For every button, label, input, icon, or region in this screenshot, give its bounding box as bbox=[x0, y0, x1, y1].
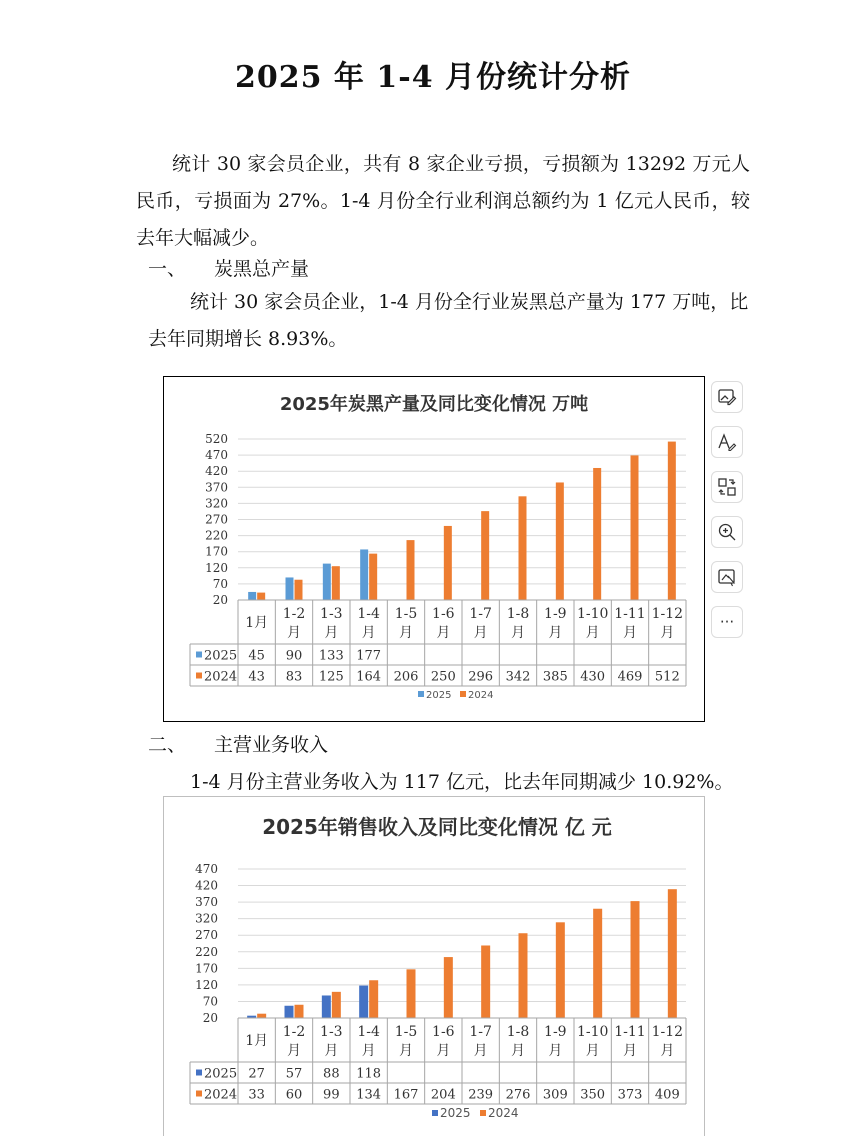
data-label: 167 bbox=[393, 1087, 419, 1103]
bar-2025-1 bbox=[248, 592, 256, 600]
bar-2024-11 bbox=[631, 901, 640, 1018]
data-label: 134 bbox=[356, 1087, 382, 1103]
x-tick-label: 月 bbox=[324, 1043, 339, 1059]
bar-2024-9 bbox=[556, 922, 565, 1018]
section1-heading bbox=[148, 254, 309, 281]
table-series-label: 2025 bbox=[204, 1066, 238, 1082]
data-label: 125 bbox=[318, 669, 344, 685]
bar-2024-2 bbox=[295, 1005, 304, 1018]
y-tick-label: 20 bbox=[202, 1011, 218, 1025]
data-label: 133 bbox=[318, 648, 344, 664]
y-tick-label: 420 bbox=[205, 464, 228, 479]
bar-2024-2 bbox=[295, 580, 303, 600]
section1-number: 一、 bbox=[148, 258, 187, 280]
y-tick-label: 20 bbox=[212, 593, 228, 607]
legend-label: 2025 bbox=[440, 1106, 471, 1120]
data-label: 177 bbox=[356, 648, 382, 664]
y-tick-label: 270 bbox=[205, 512, 228, 527]
bar-2025-4 bbox=[359, 986, 368, 1018]
legend-label: 2025 bbox=[426, 690, 452, 701]
data-label: 204 bbox=[430, 1087, 456, 1103]
bar-2025-2 bbox=[285, 1006, 294, 1018]
bar-2024-7 bbox=[481, 945, 490, 1018]
data-label: 43 bbox=[248, 669, 265, 685]
data-label: 409 bbox=[654, 1087, 680, 1103]
data-label: 512 bbox=[654, 669, 680, 685]
convert-icon[interactable] bbox=[711, 471, 743, 503]
bar-2024-3 bbox=[332, 566, 340, 600]
x-tick-label: 1月 bbox=[245, 615, 269, 631]
data-label: 60 bbox=[285, 1087, 303, 1103]
bar-2024-10 bbox=[593, 909, 602, 1018]
data-label: 90 bbox=[285, 648, 303, 664]
image-toolbar bbox=[711, 381, 745, 651]
x-tick-label: 1-9 bbox=[544, 606, 567, 622]
bar-2025-2 bbox=[286, 577, 294, 600]
x-tick-label: 月 bbox=[548, 625, 563, 641]
bar-2025-3 bbox=[323, 564, 331, 600]
bar-2025-4 bbox=[360, 549, 368, 600]
data-label: 296 bbox=[468, 669, 494, 685]
x-tick-label: 1-6 bbox=[432, 1024, 455, 1040]
x-tick-label: 月 bbox=[399, 1043, 413, 1059]
data-label: 118 bbox=[356, 1066, 382, 1082]
legend-key-2024 bbox=[480, 1110, 486, 1116]
x-tick-label: 1-5 bbox=[394, 606, 418, 622]
x-tick-label: 1月 bbox=[245, 1033, 269, 1049]
zoom-in-icon[interactable] bbox=[711, 516, 743, 548]
legend-key-2025 bbox=[418, 691, 424, 697]
data-label: 99 bbox=[323, 1087, 340, 1103]
x-tick-label: 1-4 bbox=[357, 1024, 380, 1040]
data-label: 88 bbox=[323, 1066, 340, 1082]
x-tick-label: 月 bbox=[511, 625, 525, 641]
bar-2024-11 bbox=[631, 455, 639, 600]
bar-2024-1 bbox=[257, 593, 265, 600]
x-tick-label: 1-2 bbox=[282, 1024, 306, 1040]
data-label: 206 bbox=[393, 669, 419, 685]
bar-2024-3 bbox=[332, 992, 341, 1018]
section2-title: 主营业务收入 bbox=[214, 734, 329, 756]
legend-label: 2024 bbox=[488, 1106, 519, 1120]
table-legend-key-2025 bbox=[196, 652, 202, 658]
section2-number: 二、 bbox=[148, 734, 187, 756]
chart-title: 2025年销售收入及同比变化情况 亿 元 bbox=[262, 815, 612, 839]
bar-2024-5 bbox=[407, 969, 416, 1018]
image-select-icon[interactable] bbox=[711, 561, 743, 593]
y-tick-label: 220 bbox=[195, 944, 218, 959]
x-tick-label: 1-9 bbox=[544, 1024, 567, 1040]
section1-title: 炭黑总产量 bbox=[214, 258, 310, 280]
y-tick-label: 270 bbox=[195, 928, 218, 943]
bar-2024-10 bbox=[593, 468, 601, 600]
data-label: 239 bbox=[468, 1087, 494, 1103]
x-tick-label: 1-4 bbox=[357, 606, 380, 622]
x-tick-label: 1-3 bbox=[320, 606, 343, 622]
x-tick-label: 1-6 bbox=[432, 606, 455, 622]
bar-2024-8 bbox=[519, 933, 528, 1018]
x-tick-label: 月 bbox=[623, 625, 637, 641]
x-tick-label: 月 bbox=[660, 1043, 675, 1059]
x-tick-label: 1-5 bbox=[394, 1024, 418, 1040]
production-chart-svg bbox=[164, 377, 704, 721]
data-label: 350 bbox=[580, 1087, 606, 1103]
bar-2025-3 bbox=[322, 995, 331, 1018]
y-tick-label: 370 bbox=[195, 895, 218, 910]
data-label: 57 bbox=[285, 1066, 303, 1082]
y-tick-label: 420 bbox=[195, 878, 218, 893]
data-label: 276 bbox=[505, 1087, 531, 1103]
x-tick-label: 1-12 bbox=[651, 606, 684, 622]
y-tick-label: 320 bbox=[205, 496, 228, 511]
y-tick-label: 320 bbox=[195, 911, 218, 926]
x-tick-label: 1-8 bbox=[506, 606, 530, 622]
data-label: 27 bbox=[248, 1066, 265, 1082]
bar-2024-5 bbox=[407, 540, 415, 600]
x-tick-label: 月 bbox=[660, 625, 675, 641]
legend-key-2025 bbox=[432, 1110, 438, 1116]
bar-2024-12 bbox=[668, 889, 677, 1018]
document-title: 2025 年 1-4 月份统计分析 bbox=[234, 60, 632, 95]
x-tick-label: 月 bbox=[623, 1043, 637, 1059]
bar-2024-4 bbox=[369, 554, 377, 600]
data-label: 430 bbox=[580, 669, 606, 685]
y-tick-label: 70 bbox=[212, 576, 228, 591]
data-label: 250 bbox=[430, 669, 456, 685]
y-tick-label: 120 bbox=[195, 977, 218, 992]
y-tick-label: 370 bbox=[205, 480, 228, 495]
x-tick-label: 月 bbox=[399, 625, 413, 641]
data-label: 469 bbox=[617, 669, 643, 685]
table-legend-key-2024 bbox=[196, 673, 202, 679]
x-tick-label: 月 bbox=[361, 1043, 376, 1059]
x-tick-label: 月 bbox=[436, 1043, 451, 1059]
y-tick-label: 120 bbox=[205, 560, 228, 575]
data-label: 385 bbox=[542, 669, 568, 685]
y-tick-label: 70 bbox=[202, 994, 218, 1009]
bar-2024-1 bbox=[257, 1014, 266, 1018]
x-tick-label: 月 bbox=[324, 625, 339, 641]
y-tick-label: 220 bbox=[205, 528, 228, 543]
x-tick-label: 1-7 bbox=[469, 606, 492, 622]
data-label: 83 bbox=[285, 669, 303, 685]
section2-heading bbox=[148, 730, 328, 757]
bar-2024-8 bbox=[519, 496, 527, 600]
bar-2024-12 bbox=[668, 442, 676, 600]
intro-paragraph: 统计 30 家会员企业，共有 8 家企业亏损，亏损额为 13292 万元人民币，亏损面为 27%。1-4 月份全行业利润总额约为 1 亿元人民币，较去年大幅减少。 bbox=[136, 153, 750, 249]
data-label: 33 bbox=[248, 1087, 265, 1103]
table-series-label: 2024 bbox=[204, 1087, 238, 1103]
y-tick-label: 470 bbox=[205, 448, 228, 463]
x-tick-label: 月 bbox=[585, 625, 600, 641]
data-label: 342 bbox=[505, 669, 531, 685]
x-tick-label: 月 bbox=[473, 1043, 488, 1059]
text-style-icon[interactable] bbox=[711, 426, 743, 458]
x-tick-label: 1-2 bbox=[282, 606, 306, 622]
data-label: 309 bbox=[542, 1087, 568, 1103]
y-tick-label: 470 bbox=[195, 862, 218, 876]
bar-2024-6 bbox=[444, 957, 453, 1018]
bar-2024-9 bbox=[556, 482, 564, 600]
revenue-chart-svg bbox=[164, 797, 704, 1137]
x-tick-label: 月 bbox=[287, 1043, 301, 1059]
x-tick-label: 月 bbox=[473, 625, 488, 641]
bar-2024-6 bbox=[444, 526, 452, 600]
chart-title: 2025年炭黑产量及同比变化情况 万吨 bbox=[279, 394, 589, 415]
x-tick-label: 1-3 bbox=[320, 1024, 343, 1040]
x-tick-label: 月 bbox=[361, 625, 376, 641]
x-tick-label: 月 bbox=[511, 1043, 525, 1059]
x-tick-label: 1-12 bbox=[651, 1024, 684, 1040]
production-chart[interactable] bbox=[163, 376, 705, 722]
legend-key-2024 bbox=[460, 691, 466, 697]
revenue-chart[interactable] bbox=[163, 796, 705, 1136]
x-tick-label: 月 bbox=[548, 1043, 563, 1059]
data-label: 373 bbox=[617, 1087, 643, 1103]
bar-2024-4 bbox=[369, 980, 378, 1018]
bar-2024-7 bbox=[481, 511, 489, 600]
y-tick-label: 520 bbox=[205, 432, 228, 446]
x-tick-label: 月 bbox=[287, 625, 301, 641]
x-tick-label: 1-11 bbox=[614, 606, 646, 622]
x-tick-label: 1-10 bbox=[576, 606, 609, 622]
table-legend-key-2024 bbox=[196, 1091, 202, 1097]
legend-label: 2024 bbox=[468, 690, 494, 701]
y-tick-label: 170 bbox=[195, 961, 218, 976]
table-series-label: 2024 bbox=[204, 669, 238, 685]
x-tick-label: 1-10 bbox=[576, 1024, 609, 1040]
x-tick-label: 月 bbox=[436, 625, 451, 641]
table-legend-key-2025 bbox=[196, 1070, 202, 1076]
more-icon[interactable]: ··· bbox=[711, 606, 743, 638]
x-tick-label: 1-8 bbox=[506, 1024, 530, 1040]
data-label: 45 bbox=[248, 648, 265, 664]
data-label: 164 bbox=[356, 669, 382, 685]
section1-paragraph: 统计 30 家会员企业，1-4 月份全行业炭黑总产量为 177 万吨，比去年同期增长 8.93%。 bbox=[148, 291, 749, 350]
image-edit-icon[interactable] bbox=[711, 381, 743, 413]
x-tick-label: 月 bbox=[585, 1043, 600, 1059]
x-tick-label: 1-11 bbox=[614, 1024, 646, 1040]
table-series-label: 2025 bbox=[204, 648, 238, 664]
y-tick-label: 170 bbox=[205, 544, 228, 559]
section2-paragraph: 1-4 月份主营业务收入为 117 亿元，比去年同期减少 10.92%。 bbox=[190, 771, 734, 793]
x-tick-label: 1-7 bbox=[469, 1024, 492, 1040]
